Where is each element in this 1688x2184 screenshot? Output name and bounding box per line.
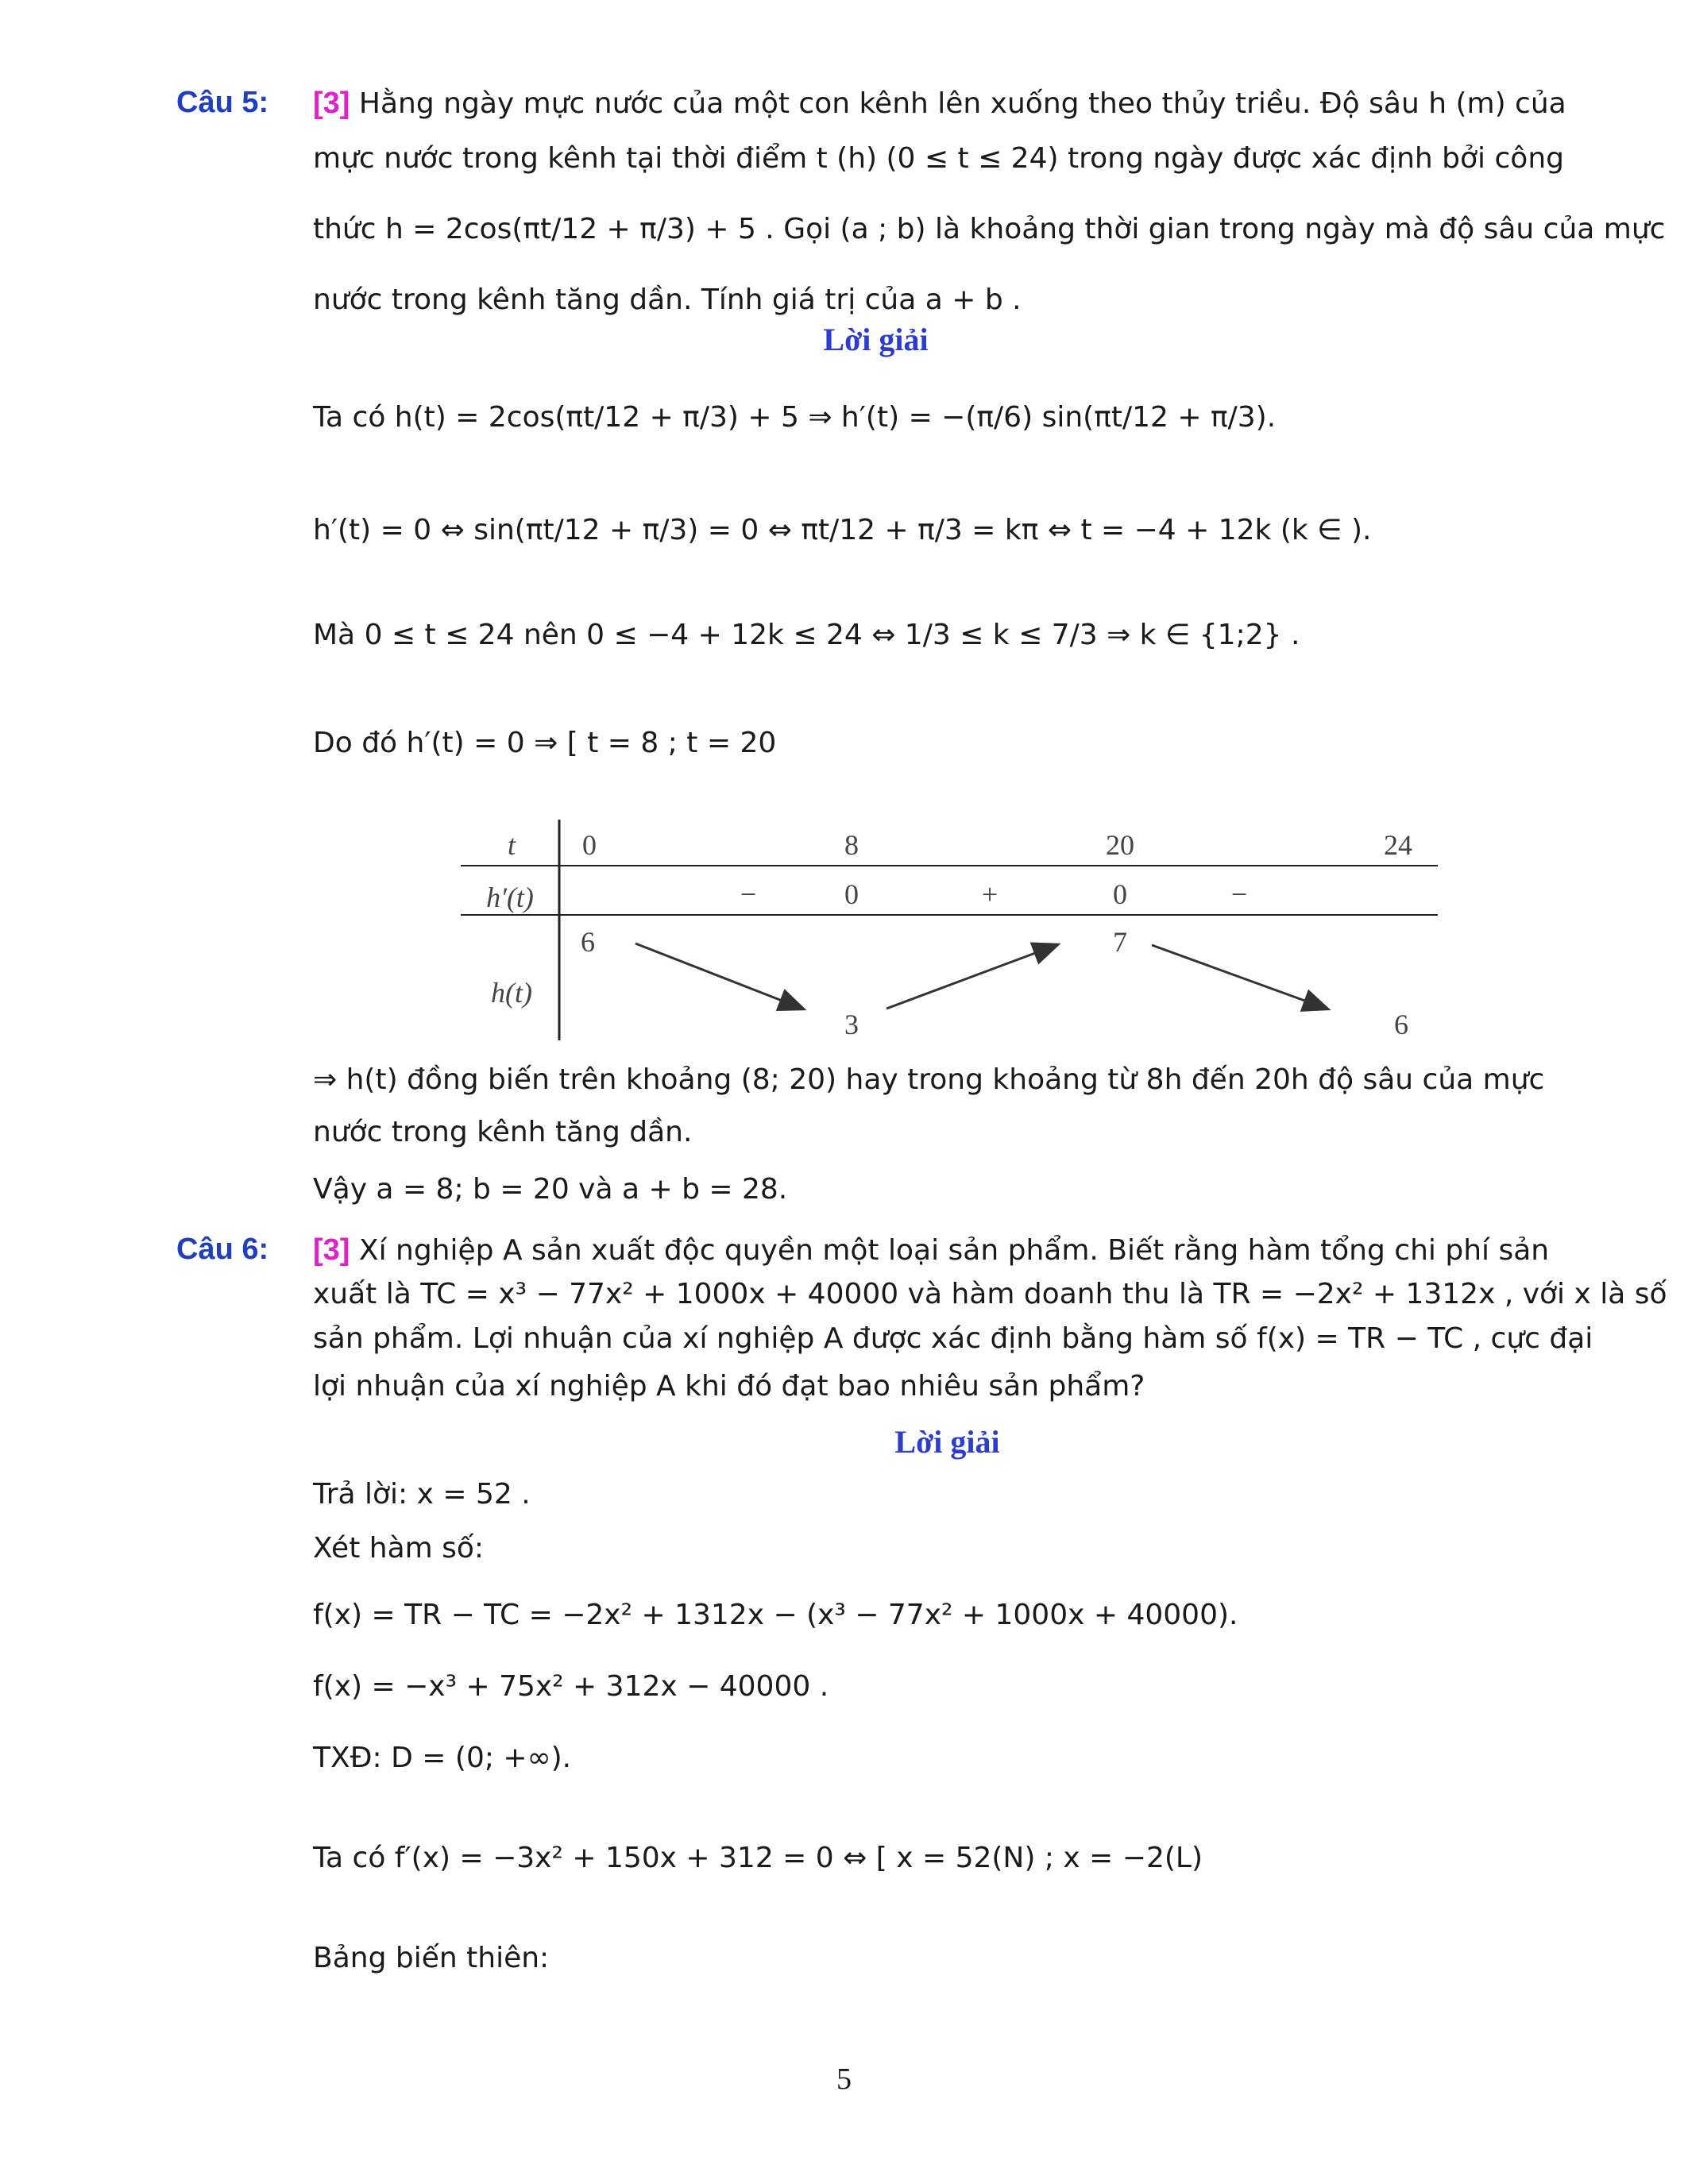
q6-step-7: Bảng biến thiên: <box>313 1942 550 1974</box>
q5-solution-heading: Lời giải <box>823 322 929 357</box>
q6-step-6: Ta có f′(x) = −3x² + 150x + 312 = 0 ⇔ [ x = 52(N) ; x = −2(L) <box>313 1842 1203 1874</box>
sign-zero-2: 0 <box>1113 878 1127 910</box>
arrow-increasing <box>886 945 1056 1009</box>
q5-text-1: Hằng ngày mực nước của một con kênh lên xuống theo thủy triều. Độ sâu h (m) của <box>358 87 1566 120</box>
q6-step-4: f(x) = −x³ + 75x² + 312x − 40000 . <box>313 1670 829 1703</box>
q6-line-2: xuất là TC = x³ − 77x² + 1000x + 40000 và hàm doanh thu là TR = −2x² + 1312x , với x là số <box>313 1278 1667 1310</box>
q5-line-2: mực nước trong kênh tại thời điểm t (h) (0 ≤ t ≤ 24) trong ngày được xác định bởi công <box>313 142 1564 175</box>
t-value-0: 0 <box>582 829 597 861</box>
q5-step-4: Do đó h′(t) = 0 ⇒ [ t = 8 ; t = 20 <box>313 727 777 759</box>
q6-solution-heading: Lời giải <box>894 1424 1000 1460</box>
q6-line-1 <box>313 1231 1549 1270</box>
t-value-8: 8 <box>844 829 859 861</box>
q6-line-3: sản phẩm. Lợi nhuận của xí nghiệp A được xác định bằng hàm số f(x) = TR − TC , cực đại <box>313 1322 1593 1355</box>
q5-step-1: Ta có h(t) = 2cos(πt/12 + π/3) + 5 ⇒ h′(t) = −(π/6) sin(πt/12 + π/3). <box>313 401 1277 434</box>
page-number: 5 <box>836 2062 852 2096</box>
row-label-hprime: h′(t) <box>486 882 534 913</box>
sign-2: + <box>981 878 999 910</box>
q5-line-1 <box>313 84 1584 123</box>
t-value-20: 20 <box>1106 829 1134 861</box>
h-value-20: 7 <box>1113 926 1127 958</box>
q6-level: [3] <box>313 1233 350 1267</box>
q5-conclusion-3: Vậy a = 8; b = 20 và a + b = 28. <box>313 1173 788 1206</box>
q5-variation-table <box>445 810 1446 1048</box>
q5-line-4: nước trong kênh tăng dần. Tính giá trị của a + b . <box>313 284 1022 316</box>
q5-conclusion-1: ⇒ h(t) đồng biến trên khoảng (8; 20) hay trong khoảng từ 8h đến 20h độ sâu của mực <box>313 1063 1545 1096</box>
q5-conclusion-2: nước trong kênh tăng dần. <box>313 1116 693 1148</box>
h-value-24: 6 <box>1394 1009 1408 1040</box>
sign-1: − <box>740 878 757 910</box>
h-value-0: 6 <box>581 926 595 958</box>
q5-level: [3] <box>313 87 350 120</box>
q6-step-1: Trả lời: x = 52 . <box>313 1478 531 1511</box>
t-value-24: 24 <box>1384 829 1412 861</box>
h-value-8: 3 <box>844 1009 859 1040</box>
q6-step-2: Xét hàm số: <box>313 1532 485 1565</box>
q6-label: Câu 6: <box>176 1233 269 1266</box>
q5-line-3: thức h = 2cos(πt/12 + π/3) + 5 . Gọi (a ; b) là khoảng thời gian trong ngày mà độ sâu của mực <box>313 213 1666 245</box>
q5-step-2: h′(t) = 0 ⇔ sin(πt/12 + π/3) = 0 ⇔ πt/12 + π/3 = kπ ⇔ t = −4 + 12k (k ∈ ). <box>313 514 1372 546</box>
arrow-decreasing-1 <box>635 943 802 1009</box>
row-label-h: h(t) <box>491 977 532 1009</box>
q6-line-4: lợi nhuận của xí nghiệp A khi đó đạt bao nhiêu sản phẩm? <box>313 1370 1145 1403</box>
sign-zero-1: 0 <box>844 878 859 910</box>
q6-step-3: f(x) = TR − TC = −2x² + 1312x − (x³ − 77x² + 1000x + 40000). <box>313 1599 1238 1631</box>
row-label-t: t <box>507 829 516 861</box>
q6-text-1: Xí nghiệp A sản xuất độc quyền một loại sản phẩm. Biết rằng hàm tổng chi phí sản <box>358 1234 1550 1267</box>
sign-3: − <box>1230 878 1248 910</box>
q5-label: Câu 5: <box>176 86 269 119</box>
q5-step-3: Mà 0 ≤ t ≤ 24 nên 0 ≤ −4 + 12k ≤ 24 ⇔ 1/3 ≤ k ≤ 7/3 ⇒ k ∈ {1;2} . <box>313 619 1300 651</box>
q6-step-5: TXĐ: D = (0; +∞). <box>313 1742 572 1774</box>
arrow-decreasing-2 <box>1152 945 1327 1009</box>
